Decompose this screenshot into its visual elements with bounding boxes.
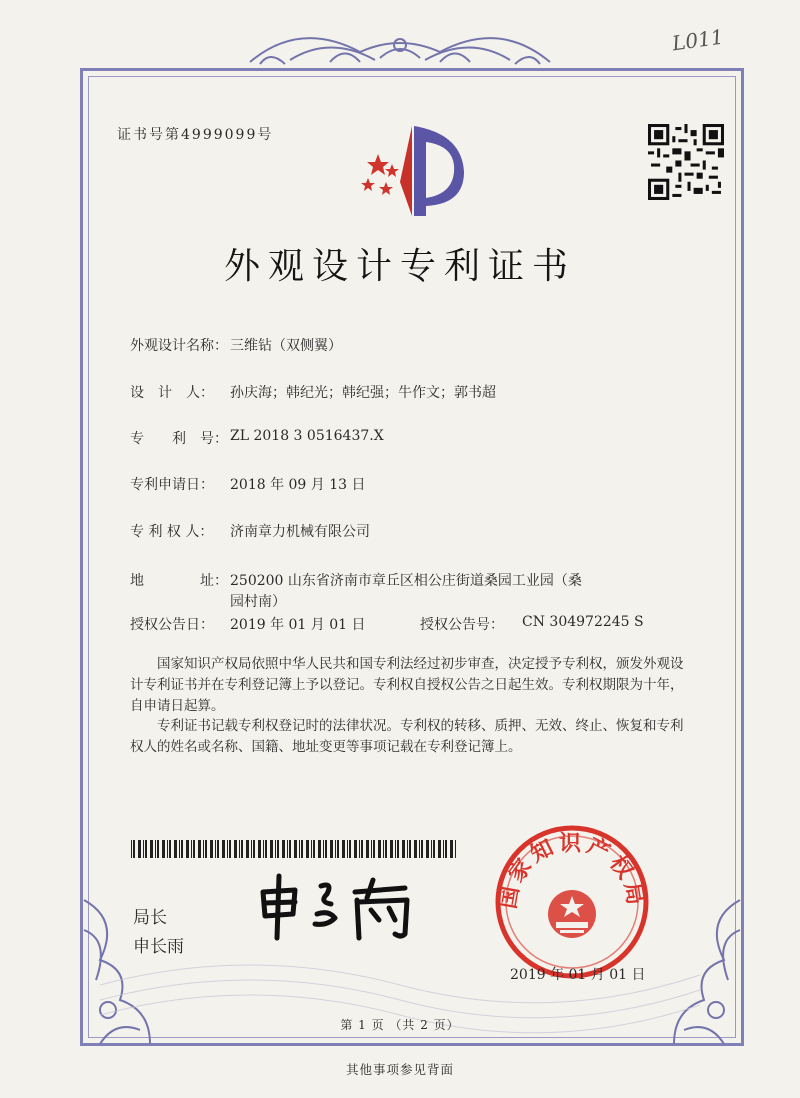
- barcode-bar: [318, 840, 321, 858]
- barcode-bar: [145, 840, 147, 858]
- barcode-bar: [354, 840, 357, 858]
- seal-date: 2019 年 01 月 01 日: [510, 967, 646, 983]
- barcode-bar: [294, 840, 297, 858]
- barcode-bar: [342, 840, 345, 858]
- barcode-bar: [239, 840, 240, 858]
- barcode-bar: [181, 840, 183, 858]
- barcode-bar: [361, 840, 363, 858]
- barcode-bar: [282, 840, 285, 858]
- field-value: 孙庆海；韩纪光；韩纪强；牛作文；郭书超: [230, 385, 496, 401]
- field-value: 2018 年 09 月 13 日: [230, 477, 366, 493]
- barcode-bar: [133, 840, 135, 858]
- field-label: 设 计 人：: [130, 385, 214, 401]
- barcode-bar: [419, 840, 420, 858]
- barcode-bar: [433, 840, 435, 858]
- barcode-bar: [443, 840, 444, 858]
- barcode-bar: [222, 840, 225, 858]
- barcode-bar: [155, 840, 156, 858]
- field-value: 三维钻（双侧翼）: [230, 338, 342, 354]
- barcode-bar: [138, 840, 141, 858]
- barcode-bar: [299, 840, 300, 858]
- page-indicator: 第 1 页 （共 2 页）: [340, 1018, 460, 1032]
- barcode-bar: [174, 840, 177, 858]
- barcode-bar: [311, 840, 312, 858]
- barcode-bar: [258, 840, 261, 858]
- barcode-bar: [162, 840, 165, 858]
- barcode-bar: [191, 840, 192, 858]
- barcode-bar: [313, 840, 315, 858]
- barcode-bar: [131, 840, 132, 858]
- barcode-bar: [414, 840, 417, 858]
- barcode-bar: [289, 840, 291, 858]
- address-line-1: 250200 山东省济南市章丘区相公庄街道桑园工业园（桑: [230, 573, 582, 589]
- barcode-bar: [323, 840, 324, 858]
- barcode-bar: [421, 840, 423, 858]
- paragraph-grant: 国家知识产权局依照中华人民共和国专利法经过初步审查，决定授予专利权，颁发外观设计专利证书并在专利登记簿上予以登记。专利权自授权公告之日起生效。专利权期限为十年，自申请日起算。: [130, 656, 684, 714]
- barcode-bar: [445, 840, 447, 858]
- seal-text: 国家知识产权局: [495, 831, 649, 911]
- barcode-bar: [438, 840, 441, 858]
- barcode-bar: [397, 840, 399, 858]
- certificate-title: 外观设计专利证书: [223, 246, 576, 287]
- barcode-bar: [426, 840, 429, 858]
- barcode-bar: [378, 840, 381, 858]
- barcode-bar: [150, 840, 153, 858]
- barcode-bar: [402, 840, 405, 858]
- barcode-bar: [373, 840, 375, 858]
- field-value: ZL 2018 3 0516437.X: [230, 428, 384, 444]
- barcode-bar: [265, 840, 267, 858]
- field-value: CN 304972245 S: [522, 614, 644, 630]
- barcode-bar: [157, 840, 159, 858]
- barcode-bar: [349, 840, 351, 858]
- handwritten-signature: [255, 872, 425, 942]
- barcode-bar: [330, 840, 333, 858]
- barcode-bar: [217, 840, 219, 858]
- barcode-bar: [253, 840, 255, 858]
- barcode-bar: [347, 840, 348, 858]
- barcode-bar: [193, 840, 195, 858]
- field-label: 专 利 号：: [130, 431, 228, 447]
- official-seal: [492, 822, 652, 982]
- field-label: 授权公告日：: [130, 617, 214, 633]
- barcode-bar: [186, 840, 189, 858]
- field-label: 专 利 权 人：: [130, 524, 214, 540]
- barcode-bar: [203, 840, 204, 858]
- barcode-bar: [366, 840, 369, 858]
- barcode-bar: [270, 840, 273, 858]
- barcode-bar: [143, 840, 144, 858]
- field-label: 地 址：: [130, 573, 228, 589]
- barcode-bar: [383, 840, 384, 858]
- barcode-bar: [234, 840, 237, 858]
- barcode-bar: [179, 840, 180, 858]
- barcode-bar: [409, 840, 411, 858]
- signatory-name: 申长雨: [133, 937, 184, 957]
- barcode-bar: [301, 840, 303, 858]
- barcode-bar: [275, 840, 276, 858]
- barcode-bar: [263, 840, 264, 858]
- barcode-bar: [371, 840, 372, 858]
- barcode-bar: [198, 840, 201, 858]
- barcode-bar: [390, 840, 393, 858]
- handwritten-note: L011: [670, 24, 725, 56]
- barcode-bar: [450, 840, 453, 858]
- barcode: [131, 840, 461, 858]
- barcode-bar: [215, 840, 216, 858]
- barcode-bar: [337, 840, 339, 858]
- barcode-bar: [229, 840, 231, 858]
- barcode-bar: [395, 840, 396, 858]
- barcode-bar: [210, 840, 213, 858]
- barcode-bar: [407, 840, 408, 858]
- barcode-bar: [287, 840, 288, 858]
- footer-note: 其他事项参见背面: [345, 1062, 454, 1077]
- barcode-bar: [385, 840, 387, 858]
- barcode-bar: [325, 840, 327, 858]
- field-label: 专利申请日：: [130, 477, 214, 493]
- barcode-bar: [431, 840, 432, 858]
- barcode-bar: [277, 840, 279, 858]
- barcode-bar: [251, 840, 252, 858]
- barcode-bar: [246, 840, 249, 858]
- field-value: 济南章力机械有限公司: [230, 524, 370, 540]
- field-value: 2019 年 01 月 01 日: [230, 617, 366, 633]
- cnipa-emblem-icon: [356, 120, 466, 220]
- qr-code: [648, 124, 724, 200]
- barcode-bar: [169, 840, 171, 858]
- barcode-bar: [205, 840, 207, 858]
- field-label: 外观设计名称：: [130, 338, 228, 354]
- barcode-bar: [167, 840, 168, 858]
- barcode-bar: [455, 840, 456, 858]
- paragraph-legal-status: 专利证书记载专利权登记时的法律状况。专利权的转移、质押、无效、终止、恢复和专利权人的姓名或名称、国籍、地址变更等事项记载在专利登记簿上。: [130, 718, 684, 755]
- barcode-bar: [306, 840, 309, 858]
- field-label: 授权公告号：: [420, 617, 504, 633]
- certificate-number: 证书号第4999099号: [117, 127, 274, 143]
- signatory-role: 局长: [133, 908, 167, 928]
- address-line-2: 园村南）: [230, 594, 286, 610]
- barcode-bar: [227, 840, 228, 858]
- barcode-bar: [359, 840, 360, 858]
- barcode-bar: [335, 840, 336, 858]
- barcode-bar: [241, 840, 243, 858]
